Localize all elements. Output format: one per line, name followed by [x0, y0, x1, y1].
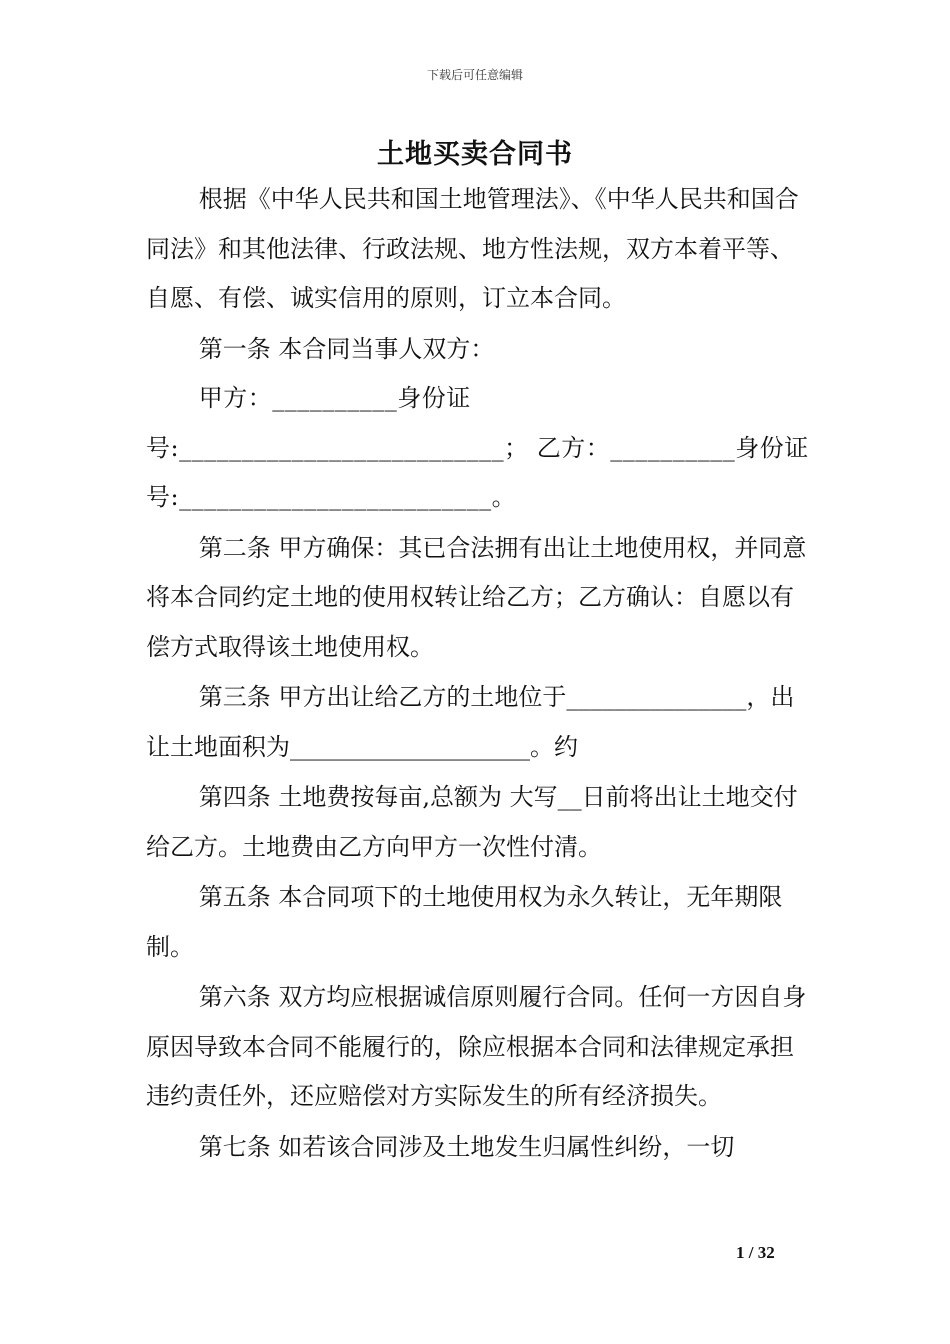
paragraph-article-3: 第三条 甲方出让给乙方的土地位于_______________，出让土地面积为____________________。约 [146, 683, 795, 761]
paragraph-article-2: 第二条 甲方确保：其已合法拥有出让土地使用权，并同意将本合同约定土地的使用权转让给乙方；乙方确认：自愿以有偿方式取得该土地使用权。 [146, 533, 807, 661]
paragraph-article-5: 第五条 本合同项下的土地使用权为永久转让，无年期限制。 [146, 883, 783, 961]
document-body [146, 175, 810, 1172]
paragraph-article-4: 第四条 土地费按每亩,总额为 大写__日前将出让土地交付给乙方。土地费由乙方向甲方一次性付清。 [146, 783, 798, 861]
paragraph-preamble: 根据《中华人民共和国土地管理法》、《中华人民共和国合同法》和其他法律、行政法规、地方性法规，双方本着平等、自愿、有偿、诚实信用的原则，订立本合同。 [146, 185, 799, 312]
paragraph-article-7: 第七条 如若该合同涉及土地发生归属性纠纷，一切 [198, 1132, 735, 1161]
header-note: 下载后可任意编辑 [426, 68, 523, 82]
document-title: 土地买卖合同书 [377, 139, 573, 170]
paragraph-parties: 甲方：__________身份证号:__________________________； 乙方：__________身份证号:_________________________。 [146, 384, 809, 511]
paragraph-article-1: 第一条 本合同当事人双方： [198, 334, 495, 363]
page-number: 1 / 32 [736, 1243, 775, 1262]
paragraph-article-6: 第六条 双方均应根据诚信原则履行合同。任何一方因自身原因导致本合同不能履行的，除应根据本合同和法律规定承担违约责任外，还应赔偿对方实际发生的所有经济损失。 [146, 983, 807, 1110]
